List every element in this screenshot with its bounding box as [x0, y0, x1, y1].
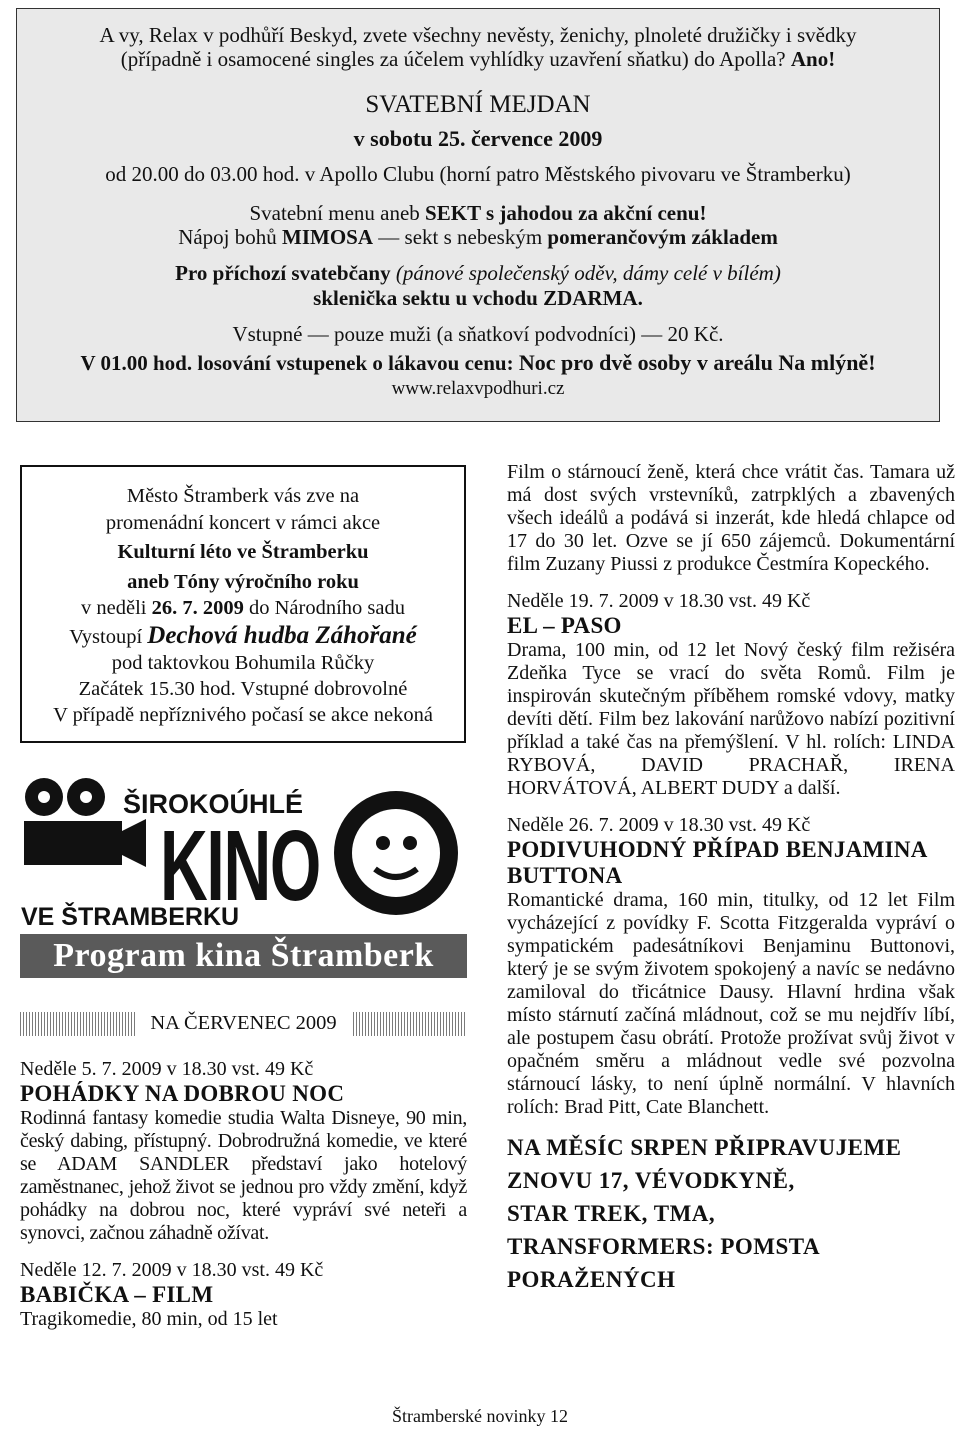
concert-line-3: Kulturní léto ve Štramberku: [117, 541, 369, 563]
drink-prefix: Nápoj bohů: [178, 225, 277, 249]
august-line: STAR TREK, TMA,: [507, 1201, 716, 1226]
drink-mid: — sekt s nebeským: [378, 225, 543, 249]
event-date: Neděle 26. 7. 2009 v 18.30 vst. 49 Kč: [507, 814, 811, 836]
concert-date-post: do Národního sadu: [248, 597, 405, 619]
party-time-place: od 20.00 do 03.00 hod. v Apollo Clubu (horní patro Městského pivovaru ve Štramberku): [105, 162, 851, 186]
right-program-column: [507, 461, 955, 1296]
concert-line-5: [22, 597, 464, 620]
intro-line-2: [17, 47, 939, 72]
guests-dress-code: (pánové společenský oděv, dámy celé v bílém): [395, 261, 781, 285]
event-description: Tragikomedie, 80 min, od 15 let: [20, 1308, 278, 1330]
glass-line: sklenička sektu u vchodu ZDARMA.: [313, 286, 643, 310]
event-title: EL – PASO: [507, 613, 622, 638]
event-item: [507, 590, 955, 800]
event-item: [20, 1259, 467, 1331]
event-date: Neděle 5. 7. 2009 v 18.30 vst. 49 Kč: [20, 1058, 314, 1080]
concert-line-1: Město Štramberk vás zve na: [126, 485, 360, 507]
menu-line: [17, 201, 939, 226]
concert-date-pre: v neděli: [81, 597, 147, 619]
lottery-text: V 01.00 hod. losování vstupenek o lákavou cenu:: [80, 351, 514, 375]
concert-line-9: V případě nepříznivého počasí se akce nekoná: [53, 704, 433, 726]
left-program-column: [20, 1058, 467, 1331]
event-description: Drama, 100 min, od 12 let Nový český film režiséra Zdeňka Tyce se vrací do světa Romů. Film je inspirován skutečným příběhem romské vdovy, matky devíti dětí. Film bez lakování narůžovo nabízí pozitivní příklad a také čas na přemýšlení. V hl. rolích: LINDA RYBOVÁ, DAVID PRACHAŘ, IRENA HORVÁTOVÁ, ALBERT DUDY a další.: [507, 639, 955, 799]
event-title: BABIČKA – FILM: [20, 1282, 214, 1307]
concert-line-6: [22, 622, 464, 650]
intro-line-1: A vy, Relax v podhůří Beskyd, zvete všechny nevěsty, ženichy, plnoleté družičky i svědky: [99, 23, 857, 47]
concert-line-8: Začátek 15.30 hod. Vstupné dobrovolné: [78, 678, 408, 700]
logo-kino-text: KINO: [160, 810, 320, 922]
august-line: PORAŽENÝCH: [507, 1267, 676, 1292]
august-line: NA MĚSÍC SRPEN PŘIPRAVUJEME: [507, 1135, 902, 1160]
party-date: v sobotu 25. července 2009: [353, 126, 603, 151]
lottery-line: [17, 350, 939, 376]
intro-line-2-text: (případně i osamocené singles za účelem vyhlídky uzavření sňatku) do Apolla?: [120, 47, 786, 71]
menu-prefix: Svatební menu aneb: [249, 201, 420, 225]
logo-top-text: ŠIROKOÚHLÉ: [123, 789, 304, 819]
page-footer: Štramberské novinky 12: [392, 1406, 568, 1426]
event-date: Neděle 19. 7. 2009 v 18.30 vst. 49 Kč: [507, 590, 811, 612]
program-banner: Program kina Štramberk: [20, 934, 467, 978]
event-title: POHÁDKY NA DOBROU NOC: [20, 1081, 345, 1106]
drink-bold: MIMOSA: [282, 225, 374, 249]
menu-bold: SEKT s jahodou za akční cenu!: [425, 201, 707, 225]
event-description: Romantické drama, 160 min, titulky, od 12 let Film vycházející z povídky F. Scotta Fitzgeralda vypráví o sympatickém padesátníkovi Benjaminu Buttonovi, který je se svým životem spokojený a navíc se nedávno zamiloval do třicátnice Dausy. Hlavní hrdina však místo stárnutí začíná mládnout, což se mu nejdřív líbí, ale postupem času obrátí. Protože prožívat svůj život v opačném směru a mládnout vedle své pozvolna stárnoucí lásky, to není úplně normální. V hlavních rolích: Brad Pitt, Cate Blanchett.: [507, 889, 955, 1118]
logo-bottom-text: VE ŠTRAMBERKU: [21, 903, 240, 931]
august-line: TRANSFORMERS: POMSTA: [507, 1234, 821, 1259]
drink-line: [17, 225, 939, 250]
concert-date: 26. 7. 2009: [151, 597, 244, 619]
smiley-face-icon: [334, 791, 458, 915]
lottery-prize: Noc pro dvě osoby v areálu Na mlýně!: [518, 350, 876, 375]
august-preview: [507, 1131, 955, 1296]
party-title: SVATEBNÍ MEJDAN: [365, 91, 591, 118]
event-item: [20, 1058, 467, 1245]
event-item: [507, 814, 955, 1119]
guests-bold: Pro příchozí svatebčany: [175, 261, 391, 285]
event-description: Rodinná fantasy komedie studia Walta Disneye, 90 min, český dabing, přístupný. Dobrodružná komedie, ve které se ADAM SANDLER představí jako hotelový zaměstnanec, jehož život se jednou pro vždy změní, když pohádky na dobrou noc, které vypráví své neteři a synovci, začnou záhadně ožívat.: [20, 1107, 467, 1244]
concert-box: [20, 465, 466, 743]
wedding-party-box: [16, 8, 940, 422]
concert-band: Dechová hudba Záhořané: [147, 622, 417, 649]
month-label: NA ČERVENEC 2009: [136, 1009, 351, 1037]
intro-ano: Ano!: [790, 47, 836, 71]
event-title: PODIVUHODNÝ PŘÍPAD BENJAMINA BUTTONA: [507, 837, 927, 888]
kino-logo: [18, 775, 468, 935]
event-date: Neděle 12. 7. 2009 v 18.30 vst. 49 Kč: [20, 1259, 324, 1281]
august-line: ZNOVU 17, VÉVODKYNĚ,: [507, 1168, 795, 1193]
concert-band-pre: Vystoupí: [69, 626, 143, 648]
film-intro-text: Film o stárnoucí ženě, která chce vrátit čas. Tamara už má dost svých vrstevníků, zatrpklých a zbavených všech ideálů a podává si inzerát, kde hledá chlapce od 17 do 30 let. Ozve se jí 650 zájemců. Dokumentární film Zuzany Piussi z produkce Čestmíra Kopeckého.: [507, 461, 955, 575]
guests-line: [17, 261, 939, 286]
concert-line-7: pod taktovkou Bohumila Růčky: [111, 652, 375, 674]
relax-url: www.relaxvpodhuri.cz: [391, 378, 565, 399]
concert-line-4: aneb Tóny výročního roku: [127, 571, 359, 593]
concert-line-2: promenádní koncert v rámci akce: [105, 512, 381, 534]
entry-line: Vstupné — pouze muži (a sňatkoví podvodníci) — 20 Kč.: [232, 322, 724, 346]
drink-bold-2: pomerančovým základem: [547, 225, 778, 249]
